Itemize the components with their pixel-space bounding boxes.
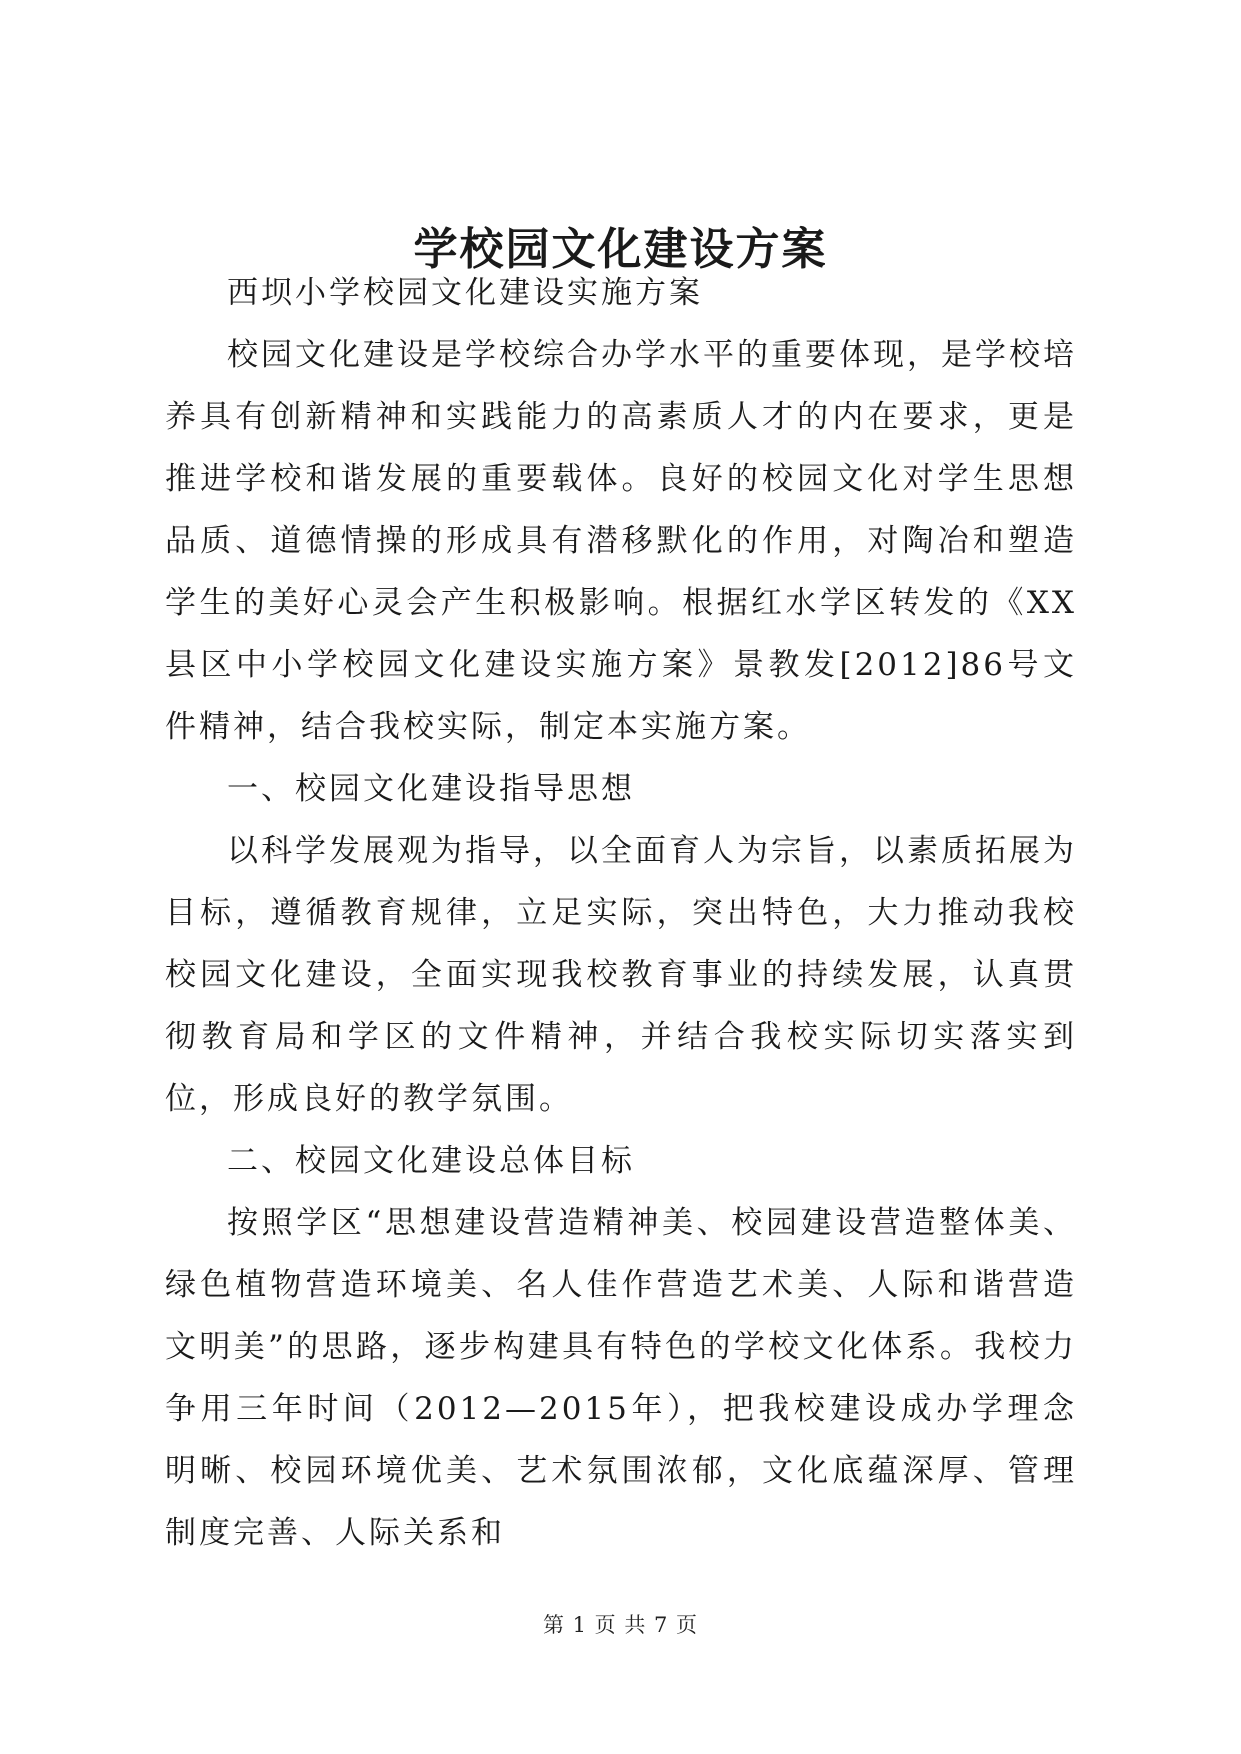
section-2-paragraph: 按照学区“思想建设营造精神美、校园建设营造整体美、绿色植物营造环境美、名人佳作营造艺术美、人际和谐营造文明美”的思路，逐步构建具有特色的学校文化体系。我校力争用三年时间（2012—2015年），把我校建设成办学理念明晰、校园环境优美、艺术氛围浓郁，文化底蕴深厚、管理制度完善、人际关系和 bbox=[165, 1205, 1077, 1551]
section-heading-2: 二、校园文化建设总体目标 bbox=[227, 1143, 635, 1179]
page-footer: 第 1 页 共 7 页 bbox=[542, 1613, 699, 1637]
subtitle-paragraph: 西坝小学校园文化建设实施方案 bbox=[227, 275, 703, 311]
section-heading-1: 一、校园文化建设指导思想 bbox=[227, 771, 635, 807]
section-1-paragraph: 以科学发展观为指导，以全面育人为宗旨，以素质拓展为目标，遵循教育规律，立足实际，突出特色，大力推动我校校园文化建设，全面实现我校教育事业的持续发展，认真贯彻教育局和学区的文件精神，并结合我校实际切实落实到位，形成良好的教学氛围。 bbox=[165, 833, 1077, 1117]
intro-paragraph: 校园文化建设是学校综合办学水平的重要体现，是学校培养具有创新精神和实践能力的高素质人才的内在要求，更是推进学校和谐发展的重要载体。良好的校园文化对学生思想品质、道德情操的形成具有潜移默化的作用，对陶冶和塑造学生的美好心灵会产生积极影响。根据红水学区转发的《XX县区中小学校园文化建设实施方案》景教发[2012]86号文件精神，结合我校实际，制定本实施方案。 bbox=[165, 337, 1077, 745]
document-title: 学校园文化建设方案 bbox=[413, 224, 828, 275]
document-body bbox=[165, 262, 1077, 1564]
